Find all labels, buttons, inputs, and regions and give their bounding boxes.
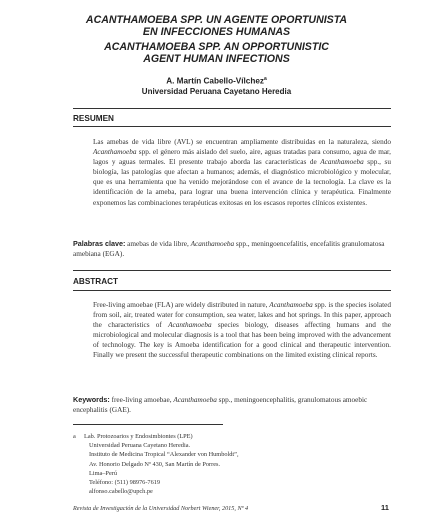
abstract-genus-2: Acanthamoeba: [168, 321, 212, 330]
keywords: [73, 395, 391, 415]
abstract-text-1: Free-living amoebae (FLA) are widely distributed in nature,: [93, 301, 270, 309]
divider-abstract: [73, 290, 391, 291]
divider-resumen: [73, 126, 391, 127]
keywords-label: Keywords:: [73, 395, 110, 404]
resumen-text-1: Las amebas de vida libre (AVL) se encuentran ampliamente distribuidas en la naturaleza, siendo: [93, 138, 391, 146]
keywords-text-2: spp., meningoencephalitis, granulomatous amoebic encephalitis (GAE).: [73, 396, 368, 415]
resumen-heading: RESUMEN: [73, 114, 114, 123]
title-spanish-line-2: EN INFECCIONES HUMANAS: [142, 26, 291, 38]
title-english: [0, 41, 433, 65]
divider-abstract-top: [73, 270, 391, 271]
abstract-genus-1: Acanthamoeba: [269, 301, 313, 309]
abstract-heading: ABSTRACT: [73, 277, 119, 286]
footnote-lines: [84, 432, 391, 496]
palabras-clave-label: Palabras clave:: [73, 239, 126, 248]
running-footer: Revista de Investigación de la Universidad Norbert Wiener, 2015, Nº 4: [73, 505, 249, 512]
abstract-body: [93, 300, 391, 361]
resumen-text-3: spp., su biología, las patologías que afectan a humanos; además, el diagnóstico microbiológico y molecular, que es una herramienta que ha venido mejorándose con el avance de la tecnología. La clave es la identificación de la ameba, para lograr una buena intervención clínica y terapéutica. Finalmente exponemos las combinaciones terapéuticas exitosas en los escasos reportes clínicos existentes.: [93, 158, 391, 207]
title-spanish-rest: SPP. UN AGENTE OPORTUNISTA: [177, 14, 348, 26]
author-text: A. Martín Cabello-Vílchez: [166, 76, 265, 86]
keywords-genus: Acanthamoeba: [173, 396, 217, 404]
palabras-text-1: amebas de vida libre,: [125, 240, 191, 248]
resumen-genus-2: Acanthamoeba: [320, 158, 364, 167]
title-genus: ACANTHAMOEBA: [85, 14, 178, 26]
resumen-genus-1: Acanthamoeba: [93, 148, 137, 157]
title-english-line-2: AGENT HUMAN INFECTIONS: [143, 53, 290, 65]
title-spanish: [0, 14, 433, 38]
title-genus-en: ACANTHAMOEBA: [104, 41, 196, 53]
author-superscript: a: [264, 76, 267, 82]
footnote-line: Lab. Protozoarios y Endosimbiontes (LPE): [84, 433, 193, 440]
abstract-text-2: spp. is the species isolated from soil, air, treated water for consumption, sea water, lakes and hot springs. In this paper, approach the characteristics of: [93, 301, 391, 330]
author-footnote: [73, 432, 391, 496]
footnote-line: Instituto de Medicina Tropical “Alexander von Humboldt”,: [89, 451, 239, 459]
title-english-rest: SPP. AN OPPORTUNISTIC: [195, 41, 329, 53]
keywords-text-1: free-living amoebae,: [109, 396, 174, 404]
footnote-line: Universidad Peruana Cayetano Heredia.: [89, 442, 191, 450]
resumen-body: [93, 137, 391, 208]
page-number: 11: [381, 503, 389, 512]
footnote-line: Lima–Perú: [89, 469, 117, 477]
footnote-divider: [73, 424, 223, 425]
footnote-mark: a: [73, 433, 76, 440]
author-affiliation: Universidad Peruana Cayetano Heredia: [141, 87, 292, 96]
divider-top: [73, 108, 391, 109]
palabras-text-2: spp., meningoencefalitis, encefalitis granulomatosa amebiana (EGA).: [73, 240, 385, 259]
palabras-genus: Acanthamoeba: [190, 240, 235, 248]
abstract-text-3: species biology, diseases affecting humans and the microbiological and molecular diagnosis is a tool that has been being improved with the advancement of technology. The key is Amoeba identification for a good clinical and therapeutic intervention. Finally we present the successful therapeutic combinations on the limited existing clinical reports.: [93, 321, 391, 360]
author-name: [0, 76, 433, 86]
resumen-text-2: spp. el género más aislado del suelo, aire, aguas tratadas para consumo, agua de mar, lagos y aguas termales. El presente trabajo aborda las características de: [93, 148, 391, 167]
title-english-line-1: [0, 41, 433, 53]
footnote-email: alfonso.cabello@upch.pe: [89, 488, 153, 496]
footnote-line: Av. Honorio Delgado Nº 430, San Martín de Porres.: [89, 460, 221, 468]
palabras-clave: [73, 239, 391, 259]
title-spanish-line-1: [0, 14, 433, 26]
footnote-line: Teléfono: (511) 98976-7619: [89, 479, 161, 487]
